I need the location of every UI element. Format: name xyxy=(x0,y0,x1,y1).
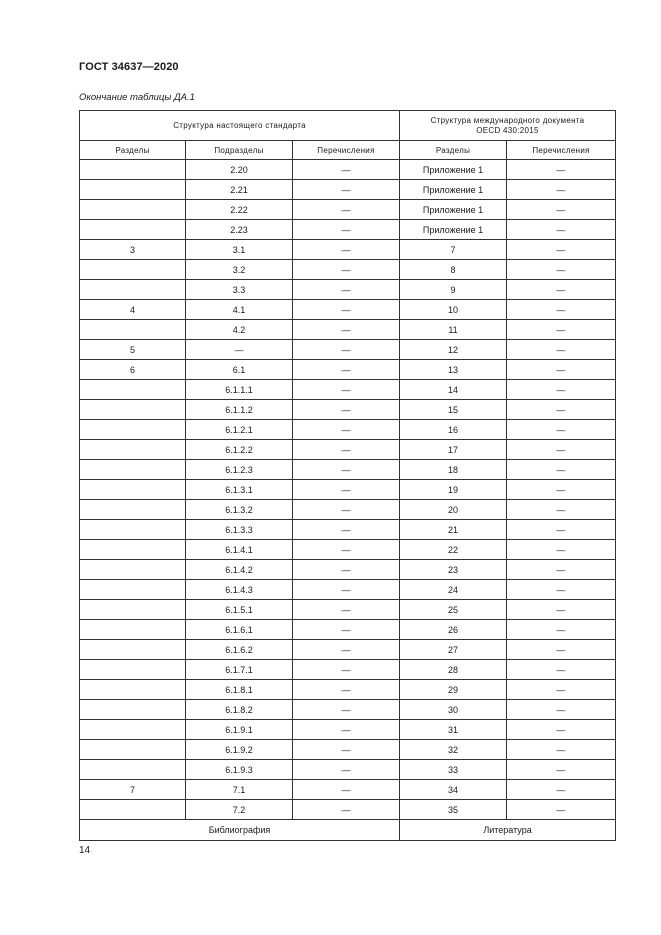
cell-intl-enumeration: — xyxy=(507,320,616,340)
cell-intl-enumeration: — xyxy=(507,280,616,300)
group-header-international-line1: Структура международного документа xyxy=(430,115,585,125)
table-row xyxy=(80,620,616,640)
cell-intl-section: Приложение 1 xyxy=(400,160,507,180)
cell-section xyxy=(80,580,186,600)
cell-subsection: 6.1.2.3 xyxy=(186,460,293,480)
cell-intl-enumeration: — xyxy=(507,760,616,780)
table-row xyxy=(80,760,616,780)
cell-enumeration: — xyxy=(293,160,400,180)
cell-subsection: 7.1 xyxy=(186,780,293,800)
cell-intl-section: 8 xyxy=(400,260,507,280)
cell-enumeration: — xyxy=(293,340,400,360)
cell-section xyxy=(80,480,186,500)
cell-subsection: 6.1.2.2 xyxy=(186,440,293,460)
cell-subsection: 6.1.1.2 xyxy=(186,400,293,420)
cell-enumeration: — xyxy=(293,560,400,580)
table-row xyxy=(80,720,616,740)
table-row xyxy=(80,480,616,500)
table-row xyxy=(80,600,616,620)
table-row xyxy=(80,780,616,800)
cell-enumeration: — xyxy=(293,660,400,680)
cell-enumeration: — xyxy=(293,620,400,640)
column-header-enumerations: Перечисления xyxy=(293,141,400,160)
cell-intl-section: 7 xyxy=(400,240,507,260)
table-row xyxy=(80,280,616,300)
table-body xyxy=(80,160,616,820)
cell-intl-enumeration: — xyxy=(507,420,616,440)
table-row xyxy=(80,460,616,480)
cell-section xyxy=(80,160,186,180)
cell-enumeration: — xyxy=(293,420,400,440)
cell-enumeration: — xyxy=(293,240,400,260)
cell-section xyxy=(80,260,186,280)
cell-intl-section: 20 xyxy=(400,500,507,520)
table-row xyxy=(80,500,616,520)
cell-intl-section: 16 xyxy=(400,420,507,440)
cell-section xyxy=(80,460,186,480)
cell-section xyxy=(80,600,186,620)
cell-section xyxy=(80,680,186,700)
cell-subsection: 6.1.9.1 xyxy=(186,720,293,740)
cell-intl-section: Приложение 1 xyxy=(400,220,507,240)
cell-intl-section: 31 xyxy=(400,720,507,740)
cell-enumeration: — xyxy=(293,400,400,420)
table-row xyxy=(80,660,616,680)
cell-intl-enumeration: — xyxy=(507,680,616,700)
table-caption: Окончание таблицы ДА.1 xyxy=(79,92,195,103)
group-header-international-line2: OECD 430:2015 xyxy=(476,125,539,135)
cell-section: 3 xyxy=(80,240,186,260)
table-row xyxy=(80,680,616,700)
cell-intl-section: 19 xyxy=(400,480,507,500)
table-row xyxy=(80,340,616,360)
page-number: 14 xyxy=(79,845,91,856)
cell-intl-section: 9 xyxy=(400,280,507,300)
cell-intl-section: 22 xyxy=(400,540,507,560)
cell-section xyxy=(80,560,186,580)
cell-intl-section: 30 xyxy=(400,700,507,720)
cell-enumeration: — xyxy=(293,320,400,340)
cell-enumeration: — xyxy=(293,800,400,820)
table-row xyxy=(80,540,616,560)
group-header-standard: Структура настоящего стандарта xyxy=(80,111,400,141)
cell-intl-section: 12 xyxy=(400,340,507,360)
table-row xyxy=(80,160,616,180)
table-row xyxy=(80,260,616,280)
cell-subsection: 2.22 xyxy=(186,200,293,220)
cell-section xyxy=(80,640,186,660)
cell-section xyxy=(80,620,186,640)
cell-intl-enumeration: — xyxy=(507,480,616,500)
cell-subsection: 7.2 xyxy=(186,800,293,820)
cell-intl-enumeration: — xyxy=(507,640,616,660)
cell-intl-section: Приложение 1 xyxy=(400,200,507,220)
table-row xyxy=(80,520,616,540)
cell-intl-enumeration: — xyxy=(507,560,616,580)
cell-enumeration: — xyxy=(293,580,400,600)
cell-intl-enumeration: — xyxy=(507,360,616,380)
cell-intl-section: 14 xyxy=(400,380,507,400)
cell-enumeration: — xyxy=(293,360,400,380)
cell-enumeration: — xyxy=(293,280,400,300)
cell-subsection: 6.1.3.1 xyxy=(186,480,293,500)
cell-subsection: 6.1.5.1 xyxy=(186,600,293,620)
cell-enumeration: — xyxy=(293,680,400,700)
cell-subsection: 6.1.1.1 xyxy=(186,380,293,400)
cell-subsection: 6.1.2.1 xyxy=(186,420,293,440)
cell-intl-section: 10 xyxy=(400,300,507,320)
cell-section xyxy=(80,200,186,220)
cell-enumeration: — xyxy=(293,640,400,660)
cell-intl-section: 33 xyxy=(400,760,507,780)
cell-intl-enumeration: — xyxy=(507,580,616,600)
cell-intl-section: 29 xyxy=(400,680,507,700)
cell-intl-section: 25 xyxy=(400,600,507,620)
cell-intl-enumeration: — xyxy=(507,780,616,800)
cell-section xyxy=(80,420,186,440)
cell-subsection: 3.2 xyxy=(186,260,293,280)
table-row xyxy=(80,200,616,220)
footer-bibliography: Библиография xyxy=(80,820,400,841)
cell-section xyxy=(80,380,186,400)
table-row xyxy=(80,220,616,240)
table-row xyxy=(80,360,616,380)
cell-intl-enumeration: — xyxy=(507,600,616,620)
cell-intl-section: 24 xyxy=(400,580,507,600)
cell-subsection: 2.20 xyxy=(186,160,293,180)
cell-intl-enumeration: — xyxy=(507,340,616,360)
cell-intl-enumeration: — xyxy=(507,660,616,680)
cell-intl-section: 32 xyxy=(400,740,507,760)
column-header-sections: Разделы xyxy=(80,141,186,160)
column-header-intl-enumerations: Перечисления xyxy=(507,141,616,160)
cell-subsection: 6.1.8.1 xyxy=(186,680,293,700)
cell-intl-enumeration: — xyxy=(507,200,616,220)
cell-section: 5 xyxy=(80,340,186,360)
cell-intl-section: 17 xyxy=(400,440,507,460)
cell-subsection: 6.1.9.3 xyxy=(186,760,293,780)
cell-intl-section: 11 xyxy=(400,320,507,340)
group-header-international xyxy=(400,111,616,141)
cell-subsection: 6.1.6.2 xyxy=(186,640,293,660)
cell-intl-section: 15 xyxy=(400,400,507,420)
cell-section xyxy=(80,700,186,720)
cell-enumeration: — xyxy=(293,740,400,760)
table-row xyxy=(80,300,616,320)
cell-intl-section: 18 xyxy=(400,460,507,480)
structure-comparison-table xyxy=(79,110,616,841)
cell-intl-enumeration: — xyxy=(507,220,616,240)
cell-intl-enumeration: — xyxy=(507,380,616,400)
cell-intl-enumeration: — xyxy=(507,740,616,760)
cell-subsection: — xyxy=(186,340,293,360)
cell-section xyxy=(80,720,186,740)
cell-intl-section: 26 xyxy=(400,620,507,640)
cell-section xyxy=(80,320,186,340)
table-row xyxy=(80,440,616,460)
cell-subsection: 6.1.7.1 xyxy=(186,660,293,680)
table-row xyxy=(80,580,616,600)
cell-intl-enumeration: — xyxy=(507,800,616,820)
cell-enumeration: — xyxy=(293,500,400,520)
table-row xyxy=(80,180,616,200)
cell-subsection: 6.1.9.2 xyxy=(186,740,293,760)
cell-section xyxy=(80,760,186,780)
cell-subsection: 4.1 xyxy=(186,300,293,320)
cell-enumeration: — xyxy=(293,540,400,560)
cell-intl-enumeration: — xyxy=(507,240,616,260)
document-title: ГОСТ 34637—2020 xyxy=(79,61,179,73)
cell-section xyxy=(80,180,186,200)
cell-section: 6 xyxy=(80,360,186,380)
cell-intl-section: 23 xyxy=(400,560,507,580)
table-row xyxy=(80,320,616,340)
cell-section: 7 xyxy=(80,780,186,800)
cell-subsection: 6.1.6.1 xyxy=(186,620,293,640)
table-row xyxy=(80,560,616,580)
cell-section: 4 xyxy=(80,300,186,320)
cell-enumeration: — xyxy=(293,600,400,620)
cell-enumeration: — xyxy=(293,200,400,220)
cell-intl-enumeration: — xyxy=(507,700,616,720)
cell-enumeration: — xyxy=(293,520,400,540)
cell-intl-enumeration: — xyxy=(507,620,616,640)
table-row xyxy=(80,380,616,400)
cell-subsection: 4.2 xyxy=(186,320,293,340)
cell-section xyxy=(80,540,186,560)
cell-intl-section: 28 xyxy=(400,660,507,680)
cell-intl-enumeration: — xyxy=(507,160,616,180)
cell-section xyxy=(80,220,186,240)
table-row xyxy=(80,700,616,720)
cell-intl-enumeration: — xyxy=(507,540,616,560)
cell-intl-section: 13 xyxy=(400,360,507,380)
cell-intl-section: 34 xyxy=(400,780,507,800)
cell-subsection: 6.1.4.3 xyxy=(186,580,293,600)
cell-section xyxy=(80,800,186,820)
table-row xyxy=(80,420,616,440)
table-row xyxy=(80,240,616,260)
cell-section xyxy=(80,440,186,460)
table-row xyxy=(80,800,616,820)
cell-intl-enumeration: — xyxy=(507,180,616,200)
column-header-subsections: Подразделы xyxy=(186,141,293,160)
column-header-intl-sections: Разделы xyxy=(400,141,507,160)
cell-enumeration: — xyxy=(293,260,400,280)
cell-intl-section: 35 xyxy=(400,800,507,820)
table-row xyxy=(80,400,616,420)
cell-subsection: 2.21 xyxy=(186,180,293,200)
cell-subsection: 6.1.3.3 xyxy=(186,520,293,540)
cell-intl-enumeration: — xyxy=(507,720,616,740)
cell-subsection: 2.23 xyxy=(186,220,293,240)
cell-section xyxy=(80,400,186,420)
cell-section xyxy=(80,660,186,680)
cell-enumeration: — xyxy=(293,300,400,320)
cell-subsection: 6.1.8.2 xyxy=(186,700,293,720)
cell-enumeration: — xyxy=(293,380,400,400)
cell-subsection: 6.1.4.1 xyxy=(186,540,293,560)
cell-intl-enumeration: — xyxy=(507,300,616,320)
cell-section xyxy=(80,500,186,520)
cell-subsection: 6.1 xyxy=(186,360,293,380)
cell-enumeration: — xyxy=(293,700,400,720)
cell-enumeration: — xyxy=(293,440,400,460)
cell-intl-section: 21 xyxy=(400,520,507,540)
cell-intl-enumeration: — xyxy=(507,260,616,280)
cell-subsection: 6.1.4.2 xyxy=(186,560,293,580)
cell-intl-enumeration: — xyxy=(507,500,616,520)
table-row xyxy=(80,740,616,760)
cell-intl-enumeration: — xyxy=(507,440,616,460)
cell-intl-section: Приложение 1 xyxy=(400,180,507,200)
cell-enumeration: — xyxy=(293,720,400,740)
cell-enumeration: — xyxy=(293,460,400,480)
cell-intl-enumeration: — xyxy=(507,520,616,540)
cell-intl-enumeration: — xyxy=(507,400,616,420)
cell-enumeration: — xyxy=(293,760,400,780)
cell-section xyxy=(80,520,186,540)
table-row xyxy=(80,640,616,660)
cell-enumeration: — xyxy=(293,480,400,500)
cell-subsection: 6.1.3.2 xyxy=(186,500,293,520)
cell-enumeration: — xyxy=(293,780,400,800)
cell-enumeration: — xyxy=(293,180,400,200)
footer-literature: Литература xyxy=(400,820,616,841)
cell-subsection: 3.3 xyxy=(186,280,293,300)
cell-intl-enumeration: — xyxy=(507,460,616,480)
cell-subsection: 3.1 xyxy=(186,240,293,260)
cell-enumeration: — xyxy=(293,220,400,240)
cell-section xyxy=(80,280,186,300)
cell-intl-section: 27 xyxy=(400,640,507,660)
cell-section xyxy=(80,740,186,760)
